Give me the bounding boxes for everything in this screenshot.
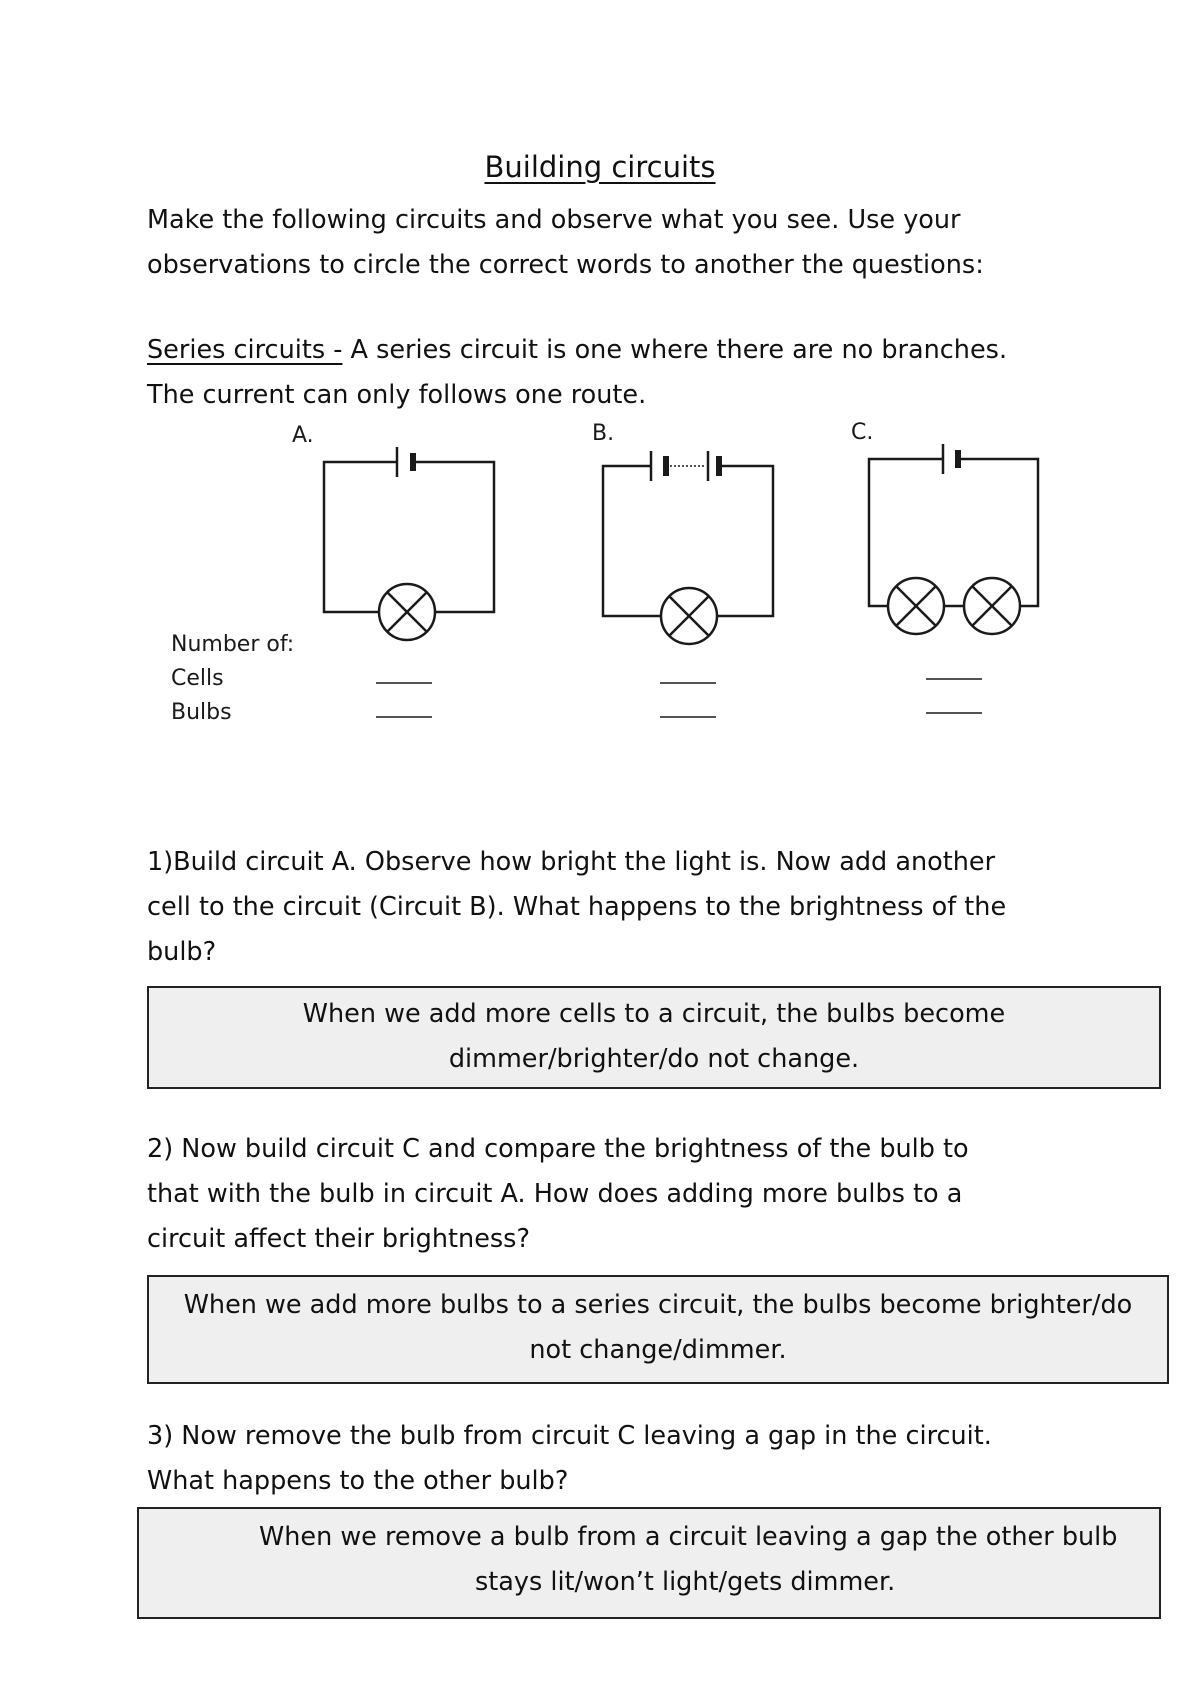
circuit-b — [603, 451, 773, 644]
q1-line-2: cell to the circuit (Circuit B). What happens to the brightness of the — [147, 892, 1007, 922]
answer-2-line-2: not change/dimmer. — [529, 1335, 787, 1365]
circuit-c — [869, 444, 1038, 634]
bulb-icon — [379, 584, 435, 640]
question-1 — [147, 840, 1006, 975]
q1-line-1: 1)Build circuit A. Observe how bright the light is. Now add another — [147, 847, 996, 877]
bulb-icon — [661, 588, 717, 644]
label-c: C. — [851, 420, 874, 445]
bulb-icon — [888, 578, 944, 634]
q2-line-3: circuit affect their brightness? — [147, 1224, 530, 1254]
q3-line-1: 3) Now remove the bulb from circuit C leaving a gap in the circuit. — [147, 1421, 992, 1451]
bulb-icon — [964, 578, 1020, 634]
answer-1-line-2: dimmer/brighter/do not change. — [448, 1044, 860, 1074]
series-heading: Series circuits - — [147, 335, 343, 365]
q2-line-2: that with the bulb in circuit A. How does adding more bulbs to a — [147, 1179, 963, 1209]
question-2 — [147, 1127, 969, 1262]
number-of-label: Number of: — [171, 632, 295, 657]
circuit-diagrams — [0, 0, 1200, 740]
q3-line-2: What happens to the other bulb? — [147, 1466, 569, 1496]
intro-line-2: observations to circle the correct words to another the questions: — [147, 250, 984, 280]
q1-line-3: bulb? — [147, 937, 217, 967]
answer-3-line-1: When we remove a bulb from a circuit leaving a gap the other bulb — [259, 1522, 1118, 1552]
answer-2-line-1: When we add more bulbs to a series circuit, the bulbs become brighter/do — [183, 1290, 1133, 1320]
answer-3-line-2: stays lit/won’t light/gets dimmer. — [475, 1567, 896, 1597]
cells-label: Cells — [171, 666, 224, 691]
bulbs-label: Bulbs — [171, 700, 232, 725]
answer-box-3 — [137, 1507, 1161, 1619]
answer-box-1 — [147, 986, 1161, 1089]
answer-1-line-1: When we add more cells to a circuit, the bulbs become — [302, 999, 1006, 1029]
intro-line-1: Make the following circuits and observe what you see. Use your — [147, 205, 961, 235]
label-a: A. — [292, 423, 314, 448]
q2-line-1: 2) Now build circuit C and compare the brightness of the bulb to — [147, 1134, 969, 1164]
question-3 — [147, 1414, 992, 1504]
circuit-a — [324, 447, 494, 640]
answer-box-2 — [147, 1275, 1169, 1384]
series-line-2: The current can only follows one route. — [147, 380, 647, 410]
page-title: Building circuits — [484, 150, 716, 184]
answer-blanks — [376, 679, 982, 717]
label-b: B. — [592, 421, 615, 446]
series-text-1: A series circuit is one where there are no branches. — [342, 335, 1008, 365]
